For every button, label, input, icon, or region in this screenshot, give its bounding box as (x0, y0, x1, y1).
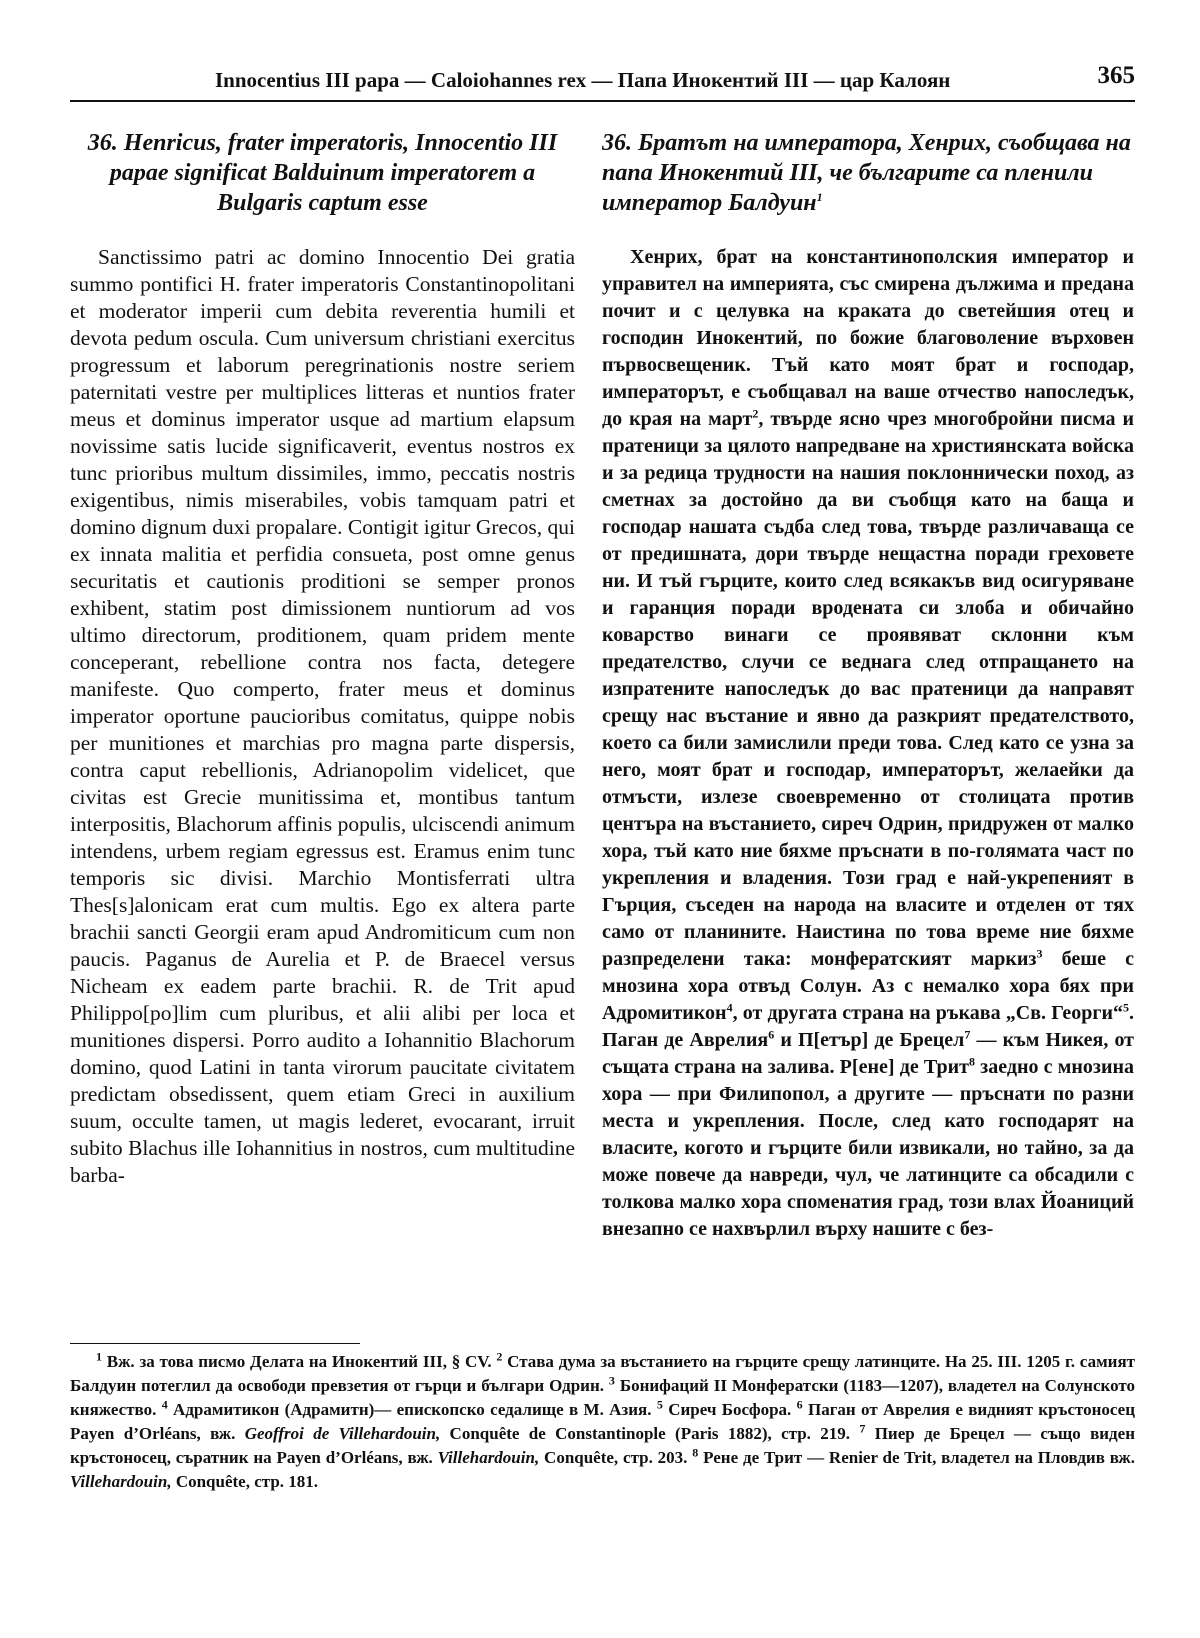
footnote-number: 1 (96, 1349, 102, 1364)
footnote-author: Villehardouin, (70, 1472, 172, 1491)
footnote-ref-7[interactable]: 7 (964, 1027, 971, 1042)
footnote-text: Рене де Трит — Renier de Trit, владетел на Пловдив вж. (698, 1448, 1135, 1467)
latin-body-text: Sanctissimo patri ac domino Innocentio Dei gratia summo pontifici H. frater imperatoris Constantinopolitani et moderator imperii cum debita reverentia humili et devota pedum oscula. Cum universum christiani exercitus progressum et laborum peregrinationis nostre seriem paternitati vestre per multiplices litteras et nuntios frater meus et dominus imperator usque ad martium elapsum novissime satis lucide significaverit, eventus nostros ex tunc prioribus multum dissimiles, immo, peccatis nostris exigentibus, nimis miserabiles, vobis tamquam patri et domino dignum duxi propalare. Contigit igitur Grecos, qui ex innata malitia et perfidia consueta, post omne genus securitatis et cautionis proditioni se semper pronos exhibent, statim post dimissionem nuntiorum ad vos ultimo directorum, proditionem, quam pridem mente conceperant, rebellione contra nos facta, detegere manifeste. Quo comperto, frater meus et dominus imperator oportune paucioribus comitatus, quippe nobis per munitiones et marchias pro magna parte dispersis, contra caput rebellionis, Adrianopolim videlicet, que civitas est Grecie munitissima et, montibus tantum interpositis, Blachorum affinis populis, ulciscendi animum intendens, urbem regiam egressus est. Eramus enim tunc temporis sic divisi. Marchio Montisferrati ultra Thes[s]alonicam erat cum multis. Ego ex altera parte brachii sancti Georgii eram apud Andromiticum cum non paucis. Paganus de Aurelia et P. de Braecel versus Nicheam ex eadem parte brachii. R. de Trit apud Philippo[po]lim cum pluribus, et alii alibi per loca et munitiones dispersi. Porro audito a Iohannitio Blachorum domino, quod Latini in tanta virorum paucitate civitatem predictam obsedissent, quem etiam Greci in auxilium suum, occulte tamen, ut magis lederet, evocarant, irruit subito Blachus ille Iohannitius in nostros, cum multitudine barba- (70, 245, 575, 1187)
bulgarian-text-part: — към Никея, от същата страна на залива. Р[ене] де Трит (602, 1029, 1135, 1078)
footnote-text: Сиреч Босфора. (662, 1400, 797, 1419)
header-rule (70, 100, 1135, 102)
bulgarian-text-part: и П[етър] де Брецел (774, 1029, 965, 1051)
footnote-author: Geoffroi de Villehardouin, (244, 1424, 441, 1443)
footnote-text: Паган от Аврелия е видният кръстоносец Payen d’Orléans, вж. (70, 1400, 1136, 1443)
footnote-author: Villehardouin, (437, 1448, 540, 1467)
footnote-number: 7 (859, 1421, 866, 1436)
bulgarian-text-part: , твърде ясно чрез многобройни писма и пратеници за цялото напредване на християнската войска и за редица трудности на нашия поклоннически поход, аз сметнах за достойно да ви съобщя като на баща и господар нашата съдба след това, твърде различаваща се от предишната, дори твърде нещастна поради греховете ни. И тъй гърците, които след всякакъв вид осигуряване и гаранция поради вродената си злоба и обичайно коварство винаги се проявяват склонни към предателство, случи се веднага след отпращането на изпратените напоследък до вас пратеници да направят срещу нас въстание и явно да разкрият предателството, което са били замислили преди това. След като се узна за него, моят брат и господар, императорът, желаейки да отмъсти, излезе своевременно от столицата против центъра на въстанието, сиреч Одрин, придружен от малко хора, тъй като ние бяхме пръснати в по-голямата част по укрепления и владения. Този град е най-укрепеният в Гърция, съседен на народа на власите и отделен от тях само от планините. Наистина по това време ние бяхме разпределени така: монфератският маркиз (602, 408, 1134, 970)
footnote-text: Става дума за въстанието на гърците срещу латинците. На 25. III. 1205 г. самият Балдуин потеглил да освободи превзетия от гърци и българи Одрин. (70, 1352, 1135, 1395)
footnote-ref-1[interactable]: 1 (816, 190, 823, 204)
latin-heading-number: 36. (87, 130, 118, 156)
bulgarian-heading-text: Братът на императора, Хенрих, съобщава на папа Инокентий III, че българите са пленили император Балдуин (602, 130, 1131, 216)
page-number: 365 (1097, 62, 1135, 89)
footnote-text: Вж. за това писмо Делата на Инокентий III, § CV. (102, 1352, 497, 1371)
bulgarian-column (602, 128, 1134, 1243)
latin-heading-text: Henricus, frater imperatoris, Innocentio III papae significat Balduinum imperatorem a Bulgaris captum esse (109, 130, 558, 216)
footnote-text: Conquête de Constantinople (Paris 1882), стр. 219. (440, 1424, 860, 1443)
footnote-ref-3[interactable]: 3 (1036, 946, 1043, 961)
footnotes (70, 1350, 1135, 1494)
footnote-ref-2[interactable]: 2 (752, 406, 759, 421)
footnote-number: 3 (608, 1373, 615, 1388)
running-title: Innocentius III papa — Caloiohannes rex — Папа Инокентий III — цар Калоян (215, 68, 951, 92)
footnote-number: 4 (161, 1397, 168, 1412)
footnote-text: Бонифаций II Монфератски (1183—1207), владетел на Солунското княжество. (70, 1376, 1135, 1419)
bulgarian-text-part: беше с мнозина хора отвъд Солун. Аз с немалко хора бях при Адромитикон (602, 948, 1134, 1024)
footnote-number: 2 (496, 1349, 503, 1364)
footnote-text: Адрамитикон (Адрамитн)— епископско седалище в М. Азия. (167, 1400, 657, 1419)
bulgarian-body-text (602, 244, 1134, 1243)
footnote-number: 5 (656, 1397, 663, 1412)
footnote-text: Пиер де Брецел — също виден кръстоносец, съратник на Payen d’Orléans, вж. (70, 1424, 1135, 1467)
footnote-number: 6 (796, 1397, 803, 1412)
footnote-ref-5[interactable]: 5 (1123, 1000, 1129, 1015)
footnote-ref-6[interactable]: 6 (768, 1027, 775, 1042)
bulgarian-text-part: . Паган де Аврелия (602, 1002, 1134, 1051)
latin-heading (70, 128, 575, 218)
footnote-ref-4[interactable]: 4 (726, 1000, 733, 1015)
footnote-rule (70, 1343, 360, 1344)
bulgarian-text-part: заедно с мнозина хора — при Филипопол, а другите — пръснати по разни места и укрепления. После, след като господарят на власите, когото и гърците били извикали, но тайно, за да може повече да навреди, чул, че латинците са обсадили с толкова малко хора споменатия град, този влах Йоаниций внезапно се нахвърлил върху нашите с без- (602, 1056, 1134, 1240)
footnote-text: Conquête, стр. 181. (171, 1472, 319, 1491)
bulgarian-text-part: , от другата страна на ръкава „Св. Георги“ (732, 1002, 1123, 1024)
bulgarian-heading-number: 36. (602, 130, 632, 156)
latin-column (70, 128, 575, 1189)
footnote-ref-8[interactable]: 8 (968, 1054, 975, 1069)
running-head (70, 60, 1135, 100)
footnote-text: Conquête, стр. 203. (539, 1448, 693, 1467)
bulgarian-heading (602, 128, 1134, 218)
footnote-number: 8 (692, 1445, 699, 1460)
bulgarian-text-part: Хенрих, брат на константинополския император и управител на империята, със смирена дължима и предана почит и с целувка на краката до светейшия отец и господин Инокентий, по божие благоволение върховен първосвещеник. Тъй като моят брат и господар, императорът, е съобщавал на ваше отчество напоследък, до края на март (602, 246, 1134, 430)
